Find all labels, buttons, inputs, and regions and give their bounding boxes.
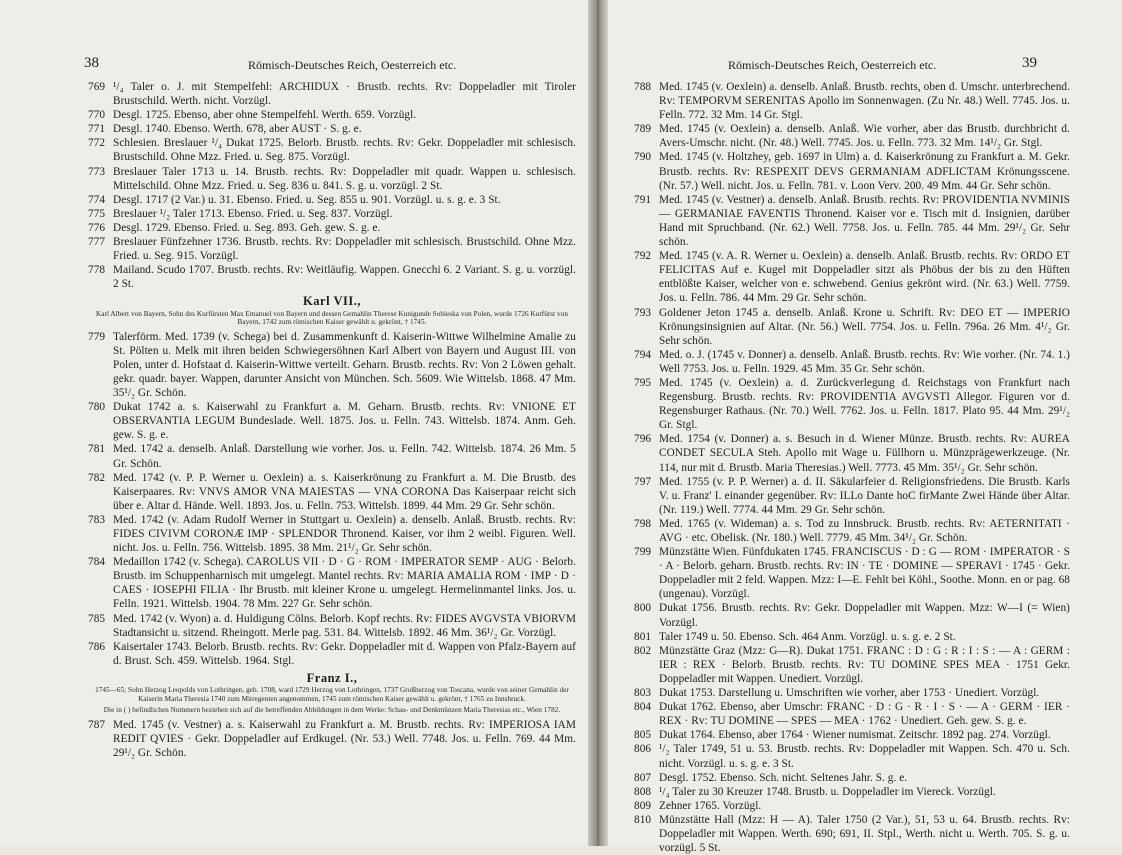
- right-page: [598, 0, 1122, 855]
- catalog-entry: [88, 471, 576, 513]
- catalog-entry: [634, 728, 1070, 742]
- entry-text: Med. 1742 a. denselb. Anlaß. Darstellung wie vorher. Jos. u. Felln. 742. Wittelsb. 1874. 26 Mm. 5 Gr. Schön.: [113, 443, 576, 470]
- running-header: Römisch-Deutsches Reich, Oesterreich etc.: [248, 58, 457, 72]
- entry-number: 798: [634, 517, 652, 530]
- entry-number: 779: [88, 330, 106, 343]
- catalog-entry: [88, 263, 576, 291]
- entry-text: Münzstätte Graz (Mzz: G—R). Dukat 1751. FRANC : D : G : R : I : S : — A : GERM : IER : REX · Belorb. Brustb. rechts. Rv: TU DOMINE SPES MEA · 1751 Gekr. Doppeladler mit Wappen. Unediert. Vorzügl.: [659, 644, 1070, 685]
- entry-number: 791: [634, 193, 652, 206]
- entry-text: Med. 1745 (v. Oexlein) a. denselb. Anlaß. Wie vorher, aber das Brustb. durchbricht d. Avers-Umschr. nicht. (Nr. 48.) Well. 7745. Jos. u. Felln. 773. 32 Mm. 14¹/₂ Gr. Stgl.: [659, 123, 1070, 150]
- entry-list: [88, 80, 576, 291]
- entry-text: Dukat 1753. Darstellung u. Umschriften wie vorher, aber 1753 · Unediert. Vorzügl.: [659, 687, 1040, 700]
- entry-number: 776: [88, 221, 106, 234]
- catalog-entry: [634, 644, 1070, 686]
- entry-number: 793: [634, 306, 652, 319]
- running-header: Römisch-Deutsches Reich, Oesterreich etc.: [728, 58, 937, 72]
- entry-text: ¹/₄ Taler o. J. mit Stempelfehl: ARCHIDUX · Brustb. rechts. Rv: Doppeladler mit Tiroler Brustschild. Werth. nicht. Vorzügl.: [113, 81, 576, 108]
- catalog-entry: [88, 221, 576, 235]
- entry-text: Dukat 1756. Brustb. rechts. Rv: Gekr. Doppeladler mit Wappen. Mzz: W—I (= Wien) Vorzügl.: [659, 602, 1070, 629]
- entry-text: Med. 1745 (v. Oexlein) a. d. Zurückverlegung d. Reichstags von Frankfurt nach Regensburg. Brustb. rechts. Rv: PROVIDENTIA AVGVSTI Allegor. Figuren vor d. Regensburger Rathaus. (Nr. 70.) Well. 7762. Jos. u. Felln. 1817. Plato 95. 44 Mm. 29¹/₂ Gr. Stgl.: [659, 376, 1070, 432]
- section-note: Karl Albert von Bayern, Sohn des Kurfürsten Max Emanuel von Bayern und dessen Gemahlin Therese Kunigunde Sobieska von Polen, wurde 1726 Kurfürst von Bayern, 1742 zum römischen Kaiser gewählt u. gekrönt, † 1745.: [96, 309, 568, 327]
- catalog-entry: [88, 513, 576, 555]
- catalog-entry: [634, 742, 1070, 770]
- entry-number: 780: [88, 401, 106, 414]
- entry-text: Münzstätte Hall (Mzz: H — A). Taler 1750 (2 Var.), 51, 53 u. 64. Brustb. rechts. Rv: Doppeladler mit Wappen. Werth. 690; 691, II. Stpl., Werth. nicht u. Werth. 705. S. g. u. vorzügl. 5 St.: [659, 813, 1070, 855]
- entry-text: Breslauer Taler 1713 u. 14. Brustb. rechts. Rv: Doppeladler mit quadr. Wappen u. schlesisch. Mittelschild. Ohne Mzz. Fried. u. Seg. 836 u. 841. S. g. u. vorzügl. 2 St.: [113, 165, 576, 192]
- entry-text: Med. 1742 (v. Adam Rudolf Werner in Stuttgart u. Oexlein) a. denselb. Anlaß. Brustb. rechts. Rv: FIDES CIVIVM CORONÆ IMP · SPLENDOR Thronend. Kaiser, vor ihm 2 weibl. Figuren. Well. nicht. Jos. u. Felln. 756. Wittelsb. 1895. 38 Mm. 21¹/₂ Gr. Sehr schön.: [113, 513, 576, 555]
- entry-number: 785: [88, 612, 106, 625]
- catalog-entry: [634, 306, 1070, 348]
- entry-list: [634, 80, 1070, 855]
- entry-number: 788: [634, 81, 652, 93]
- section-note: 1745—65; Sohn Herzog Leopolds von Lothringen, geb. 1708, ward 1729 Herzog von Lothringen, 1737 Großherzog von Toscana, wurde von seiner Gemahlin der Kaiserin Maria Theresia 1740 zum Mitregenten angenommen, 1745 zum römischen Kaiser gewählt u. gekrönt, † 1765 zu Innsbruck.: [95, 686, 569, 703]
- entry-number: 808: [634, 785, 652, 798]
- catalog-entry: [634, 813, 1070, 855]
- catalog-entry: [634, 630, 1070, 644]
- entry-text: Zehner 1765. Vorzügl.: [659, 799, 762, 812]
- catalog-entry: [634, 771, 1070, 785]
- entry-number: 794: [634, 348, 652, 361]
- catalog-entry: [88, 136, 576, 164]
- catalog-entry: [634, 517, 1070, 545]
- catalog-entry: [88, 235, 576, 263]
- entry-number: 783: [88, 513, 106, 526]
- entry-number: 784: [88, 556, 106, 569]
- entry-number: 790: [634, 151, 652, 164]
- entry-text: Breslauer Fünfzehner 1736. Brustb. rechts. Rv: Doppeladler mit schlesisch. Brustschild. Ohne Mzz. Fried. u. Seg. 915. Vorzügl.: [113, 236, 576, 263]
- entry-number: 770: [88, 109, 106, 122]
- entry-list: [88, 718, 576, 760]
- catalog-entry: [88, 122, 576, 136]
- catalog-entry: [88, 165, 576, 193]
- catalog-entry: [634, 432, 1070, 474]
- entry-number: 781: [88, 443, 106, 456]
- right-content: [634, 80, 1070, 855]
- catalog-entry: [634, 249, 1070, 305]
- catalog-entry: [88, 442, 576, 470]
- entry-list: [88, 330, 576, 668]
- entry-text: Desgl. 1740. Ebenso. Werth. 678, aber AUST · S. g. e.: [113, 123, 362, 136]
- catalog-entry: [88, 612, 576, 640]
- entry-number: 806: [634, 743, 652, 756]
- catalog-entry: [88, 400, 576, 442]
- catalog-entry: [88, 193, 576, 207]
- entry-text: Schlesien. Breslauer ¹/₄ Dukat 1725. Belorb. Brustb. rechts. Rv: Gekr. Doppeladler mit schlesisch. Brustschild. Ohne Mzz. Fried. u. Seg. 875. Vorzügl.: [113, 137, 576, 164]
- catalog-entry: [634, 475, 1070, 517]
- entry-text: Mailand. Scudo 1707. Brustb. rechts. Rv: Weitläufig. Wappen. Gnecchi 6. 2 Variant. S. g. u. vorzügl. 2 St.: [113, 264, 576, 291]
- entry-number: 809: [634, 799, 652, 812]
- left-content: [88, 80, 576, 760]
- entry-number: 797: [634, 475, 652, 488]
- entry-number: 771: [88, 123, 106, 136]
- entry-number: 799: [634, 546, 652, 559]
- catalog-entry: [88, 718, 576, 760]
- catalog-entry: [634, 686, 1070, 700]
- catalog-entry: [634, 193, 1070, 249]
- entry-number: 800: [634, 602, 652, 615]
- entry-number: 796: [634, 433, 652, 446]
- entry-number: 777: [88, 236, 106, 249]
- catalog-entry: [88, 640, 576, 668]
- catalog-entry: [634, 348, 1070, 376]
- entry-text: Taler 1749 u. 50. Ebenso. Sch. 464 Anm. Vorzügl. u. s. g. e. 2 St.: [659, 630, 956, 643]
- entry-text: Dukat 1762. Ebenso, aber Umschr: FRANC · D : G · R · I · S · — A · GERM · IER · REX · Rv: TU DOMINE — SPES — MEA · 1762 · Unediert. Geh. gew. S. g. e.: [659, 701, 1070, 728]
- entry-text: Desgl. 1717 (2 Var.) u. 31. Ebenso. Fried. u. Seg. 855 u. 901. Vorzügl. u. s. g. e. 3 St.: [113, 193, 501, 206]
- entry-text: Med. 1742 (v. P. P. Werner u. Oexlein) a. s. Kaiserkrönung zu Frankfurt a. M. Die Brustb. des Kaiserpaares. Rv: VNVS AMOR VNA MAIESTAS — VNA CORONA Das Kaiserpaar reicht sich über e. Altar d. Hände. Well. 1893. Jos. u. Felln. 753. Wittelsb. 1899. 44 Mm. 29 Gr. Sehr schön.: [113, 471, 576, 512]
- entry-number: 778: [88, 264, 106, 277]
- catalog-entry: [634, 122, 1070, 150]
- entry-number: 804: [634, 701, 652, 714]
- entry-text: Münzstätte Wien. Fünfdukaten 1745. FRANCISCUS · D : G — ROM · IMPERATOR · S · A · Belorb. geharn. Brustb. rechts. Rv: IN · TE · DOMINE — SPERAVI · 1745 · Gekr. Doppeladler mit 2 feld. Wappen. Mzz: I—E. Fehlt bei Köhl., Soothe. Monn. en or pag. 68 (ungenau). Vorzügl.: [659, 546, 1070, 601]
- entry-number: 782: [88, 471, 106, 484]
- catalog-entry: [634, 80, 1070, 122]
- page-number: 39: [1022, 55, 1037, 71]
- catalog-entry: [634, 785, 1070, 799]
- entry-number: 769: [88, 81, 106, 93]
- entry-text: Dukat 1742 a. s. Kaiserwahl zu Frankfurt a. M. Geharn. Brustb. rechts. Rv: VNIONE ET OBSERVANTIA LEGUM Bundeslade. Well. 1875. Jos. u. Felln. 743. Wittelsb. 1874. Anm. Geh. gew. S. g. e.: [113, 401, 576, 442]
- entry-text: Med. 1742 (v. Wyon) a. d. Huldigung Cölns. Belorb. Kopf rechts. Rv: FIDES AVGVSTA VBIORVM Stadtansicht u. sitzend. Rheingott. Merle pag. 531. 84. Wittelsb. 1892. 46 Mm. 36¹/₂ Gr. Vorzügl.: [113, 612, 576, 639]
- entry-number: 810: [634, 813, 652, 826]
- catalog-entry: [634, 376, 1070, 432]
- entry-number: 773: [88, 165, 106, 178]
- entry-text: Talerförm. Med. 1739 (v. Schega) bei d. Zusammenkunft d. Kaiserin-Wittwe Wilhelmine Amalie zu St. Pölten u. Melk mit ihren beiden Schwiegersöhnen Karl Albert von Bayern und August III. von Polen, unter d. Hofstaat d. Kaiserin-Wittwe verteilt. Geharn. Brustb. rechts. Rv: Von 2 Löwen gehalt. gekr. quadr. bayer. Wappen, darunter Ansicht von München. Sch. 5609. Wie Wittelsb. 1868. 47 Mm. 35¹/₂ Gr. Schön.: [113, 330, 576, 400]
- entry-text: Med. 1755 (v. P. P. Werner) a. d. II. Säkularfeier d. Religionsfriedens. Die Brustb. Karls V. u. Franz' I. einander gegenüber. Rv: ILLo Dante hoC firMante Zwei Hände über Altar. (Nr. 119.) Well. 7774. 44 Mm. 29 Gr. Sehr schön.: [659, 475, 1070, 516]
- entry-number: 795: [634, 376, 652, 389]
- entry-text: Med. 1745 (v. Vestner) a. s. Kaiserwahl zu Frankfurt a. M. Brustb. rechts. Rv: IMPERIOSA IAM REDIT QVIES · Gekr. Doppeladler auf Erdkugel. (Nr. 53.) Well. 7748. Jos. u. Felln. 769. 44 Mm. 29¹/₂ Gr. Schön.: [113, 718, 576, 759]
- catalog-entry: [634, 799, 1070, 813]
- entry-number: 774: [88, 193, 106, 206]
- catalog-entry: [88, 330, 576, 400]
- catalog-entry: [634, 150, 1070, 192]
- entry-number: 805: [634, 729, 652, 742]
- entry-number: 802: [634, 644, 652, 657]
- catalog-entry: [88, 555, 576, 611]
- catalog-entry: [88, 80, 576, 108]
- entry-number: 803: [634, 687, 652, 700]
- entry-text: Med. 1765 (v. Wideman) a. s. Tod zu Innsbruck. Brustb. rechts. Rv: AETERNITATI · AVG · etc. Obelisk. (Nr. 180.) Well. 7779. 45 Mm. 34¹/₂ Gr. Schön.: [659, 517, 1070, 544]
- entry-text: Medaillon 1742 (v. Schega). CAROLUS VII · D · G · ROM · IMPERATOR SEMP · AUG · Belorb. Brustb. im Schuppenharnisch mit umgelegt. Mantel rechts. Rv: MARIA AMALIA ROM · IMP · D · CAES · IOSEPHI FILIA · Ihr Brustb. mit kleiner Krone u. umgelegt. Hermelinmantel links. Jos. u. Felln. 1921. Wittelsb. 1904. 78 Mm. 227 Gr. Sehr schön.: [113, 556, 576, 611]
- catalog-entry: [634, 700, 1070, 728]
- entry-text: Desgl. 1725. Ebenso, aber ohne Stempelfehl. Werth. 659. Vorzügl.: [113, 109, 417, 122]
- entry-text: Med. 1745 (v. Oexlein) a. denselb. Anlaß. Brustb. rechts, oben d. Umschr. unterbrechend. Rv: TEMPORVM SERENITAS Apollo im Sonnenwagen. (Zu Nr. 48.) Well. 7745. Jos. u. Felln. 772. 32 Mm. 14 Gr. Stgl.: [659, 81, 1070, 122]
- section-footnote: Die in ( ) befindlichen Nummern beziehen sich auf die betreffenden Abbildungen in dem Werke: Schau- und Denkmünzen Maria Theresias etc., Wien 1782.: [103, 706, 561, 715]
- entry-text: Med. 1745 (v. Holtzhey, geb. 1697 in Ulm) a. d. Kaiserkrönung zu Frankfurt a. M. Gekr. Brustb. rechts. Rv: RESPEXIT DEVS GERMANIAM ADFLICTAM Krönungsscene. (Nr. 57.) Well. nicht. Jos. u. Felln. 781. v. Loon Verv. 200. 49 Mm. 44 Gr. Sehr schön.: [659, 151, 1070, 192]
- entry-number: 789: [634, 123, 652, 136]
- entry-text: Med. 1745 (v. Vestner) a. denselb. Anlaß. Brustb. rechts. Rv: PROVIDENTIA NVMINIS — GERMANIAE FAVENTIS Thronend. Kaiser vor e. Tisch mit d. Insignien, darüber Hand mit Spruchband. (Nr. 62.) Well. 7758. Jos. u. Felln. 785. 44 Mm. 29¹/₂ Gr. Sehr schön.: [659, 193, 1070, 249]
- book-gutter: [588, 0, 608, 846]
- entry-number: 775: [88, 207, 106, 220]
- entry-text: Med. 1754 (v. Donner) a. s. Besuch in d. Wiener Münze. Brustb. rechts. Rv: AUREA CONDET SECULA Steh. Apollo mit Wage u. Füllhorn u. Münzprägewerkzeuge. (Nr. 114, nur mit d. Brustb. Maria Theresias.) Well. 7773. 45 Mm. 35¹/₂ Gr. Sehr schön.: [659, 433, 1070, 474]
- entry-number: 787: [88, 718, 106, 731]
- entry-number: 807: [634, 771, 652, 784]
- entry-number: 786: [88, 640, 106, 653]
- entry-text: Desgl. 1729. Ebenso. Fried. u. Seg. 893. Geh. gew. S. g. e.: [113, 221, 381, 234]
- entry-number: 801: [634, 630, 652, 643]
- section-title-karl-vii: Karl VII.,: [303, 294, 361, 309]
- entry-number: 772: [88, 137, 106, 150]
- entry-text: Med. o. J. (1745 v. Donner) a. denselb. Anlaß. Brustb. rechts. Rv: Wie vorher. (Nr. 74. 1.) Well 7753. Jos. u. Felln. 1929. 45 Mm. 35 Gr. Sehr schön.: [659, 348, 1070, 375]
- entry-text: Desgl. 1752. Ebenso. Sch. nicht. Seltenes Jahr. S. g. e.: [659, 771, 908, 784]
- section-title-franz-i: Franz I.,: [306, 670, 358, 685]
- page-number: 38: [84, 55, 99, 71]
- entry-text: Dukat 1764. Ebenso, aber 1764 · Wiener numismat. Zeitschr. 1892 pag. 274. Vorzügl.: [659, 729, 1051, 742]
- catalog-entry: [634, 601, 1070, 629]
- entry-number: 792: [634, 250, 652, 263]
- entry-text: ¹/₄ Taler zu 30 Kreuzer 1748. Brustb. u. Doppeladler im Viereck. Vorzügl.: [659, 785, 996, 798]
- entry-text: Breslauer ¹/₂ Taler 1713. Ebenso. Fried. u. Seg. 837. Vorzügl.: [113, 207, 393, 220]
- catalog-entry: [634, 545, 1070, 601]
- entry-text: Kaisertaler 1743. Belorb. Brustb. rechts. Rv: Gekr. Doppeladler mit d. Wappen von Pfalz-Bayern auf d. Brust. Sch. 459. Wittelsb. 1964. Stgl.: [113, 640, 576, 667]
- catalog-entry: [88, 207, 576, 221]
- entry-text: Goldener Jeton 1745 a. denselb. Anlaß. Krone u. Schrift. Rv: DEO ET — IMPERIO Krönungsinsignien auf Altar. (Nr. 56.) Well. 7754. Jos. u. Felln. 796a. 26 Mm. 4¹/₂ Gr. Sehr schön.: [659, 306, 1070, 347]
- catalog-entry: [88, 108, 576, 122]
- entry-text: Med. 1745 (v. A. R. Werner u. Oexlein) a. denselb. Anlaß. Brustb. rechts. Rv: ORDO ET FELICITAS Auf e. Kugel mit Doppeladler sitzt als Phöbus der bis zu den Hüften entblößte Kaiser, welcher von e. schwebend. Genius gekrönt wird. (Nr. 63.) Well. 7759. Jos. u. Felln. 786. 44 Mm. 29 Gr. Sehr schön.: [659, 250, 1070, 305]
- entry-text: ¹/₂ Taler 1749, 51 u. 53. Brustb. rechts. Rv: Doppeladler mit Wappen. Sch. 470 u. Sch. nicht. Vorzügl. u. s. g. e. 3 St.: [659, 743, 1070, 770]
